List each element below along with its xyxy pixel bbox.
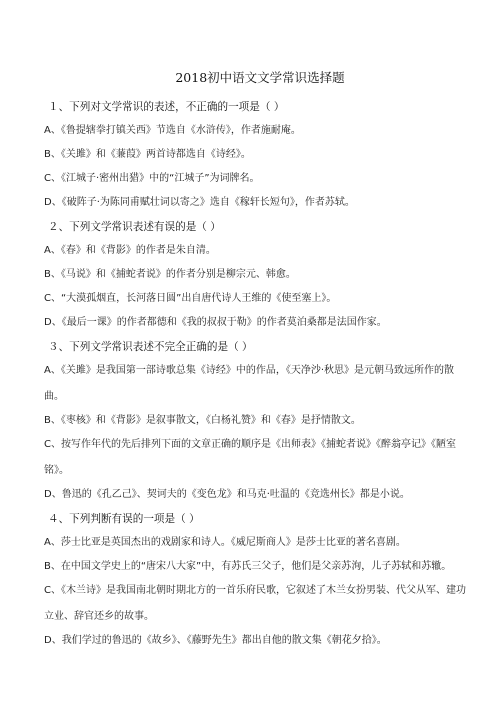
option-d: D、鲁迅的《孔乙己》、契诃夫的《变色龙》和马克·吐温的《竞选州长》都是小说。: [44, 489, 410, 500]
option-b: B、《枣核》和《背影》是叙事散文，《白杨礼赞》和《春》是抒情散文。: [44, 415, 361, 426]
question-1: [44, 100, 470, 210]
option-c: C、《木兰诗》是我国南北朝时期北方的一首乐府民歌，它叙述了木兰女扮男装、代父从军、建功立业、辞官还乡的故事。: [44, 585, 466, 622]
option-d: D、《最后一课》的作者都德和《我的叔叔于勒》的作者莫泊桑都是法国作家。: [44, 317, 387, 328]
question-3: [44, 340, 470, 508]
option-c: C、《江城子·密州出猎》中的“江城子”为词牌名。: [44, 173, 260, 184]
question-stem: ４、下列判断有误的一项是（ ）: [48, 513, 200, 525]
question-stem: １、下列对文学常识的表述，不正确的一项是（ ）: [48, 101, 285, 113]
option-c: C、“大漠孤烟直，长河落日圆”出自唐代诗人王维的《使至塞上》。: [44, 293, 337, 304]
option-a: A、《关雎》是我国第一部诗歌总集《诗经》中的作品，《天净沙·秋思》是元朝马致远所作的散曲。: [44, 365, 455, 402]
option-b: B、在中国文学史上的“唐宋八大家”中，有苏氏三父子，他们是父亲苏洵，儿子苏轼和苏辙。: [44, 561, 452, 572]
question-stem: ２、下列文学常识表述有误的是（ ）: [48, 221, 221, 233]
option-b: B、《关雎》和《蒹葭》两首诗都选自《诗经》。: [44, 149, 251, 160]
option-d: D、我们学过的鲁迅的《故乡》、《藤野先生》都出自他的散文集《朝花夕拾》。: [44, 635, 387, 646]
option-a: A、莎士比亚是英国杰出的戏剧家和诗人。《威尼斯商人》是莎士比亚的著名喜剧。: [44, 537, 406, 548]
question-4: [44, 512, 470, 648]
question-2: [44, 220, 470, 330]
question-stem: ３、下列文学常识表述不完全正确的是（ ）: [48, 341, 253, 353]
option-c: C、按写作年代的先后排列下面的文章正确的顺序是《出师表》《捕蛇者说》《醉翁亭记》《陋室铭》。: [44, 439, 456, 476]
option-d: D、《破阵子·为陈同甫赋壮词以寄之》选自《稼轩长短句》，作者苏轼。: [44, 197, 355, 208]
document-title: 2018初中语文文学常识选择题: [175, 70, 345, 85]
option-b: B、《马说》和《捕蛇者说》的作者分别是柳宗元、韩愈。: [44, 269, 296, 280]
option-a: A、《春》和《背影》的作者是朱自清。: [44, 245, 216, 256]
option-a: A、《鲁提辖拳打镇关西》节选自《水浒传》，作者施耐庵。: [44, 125, 301, 136]
